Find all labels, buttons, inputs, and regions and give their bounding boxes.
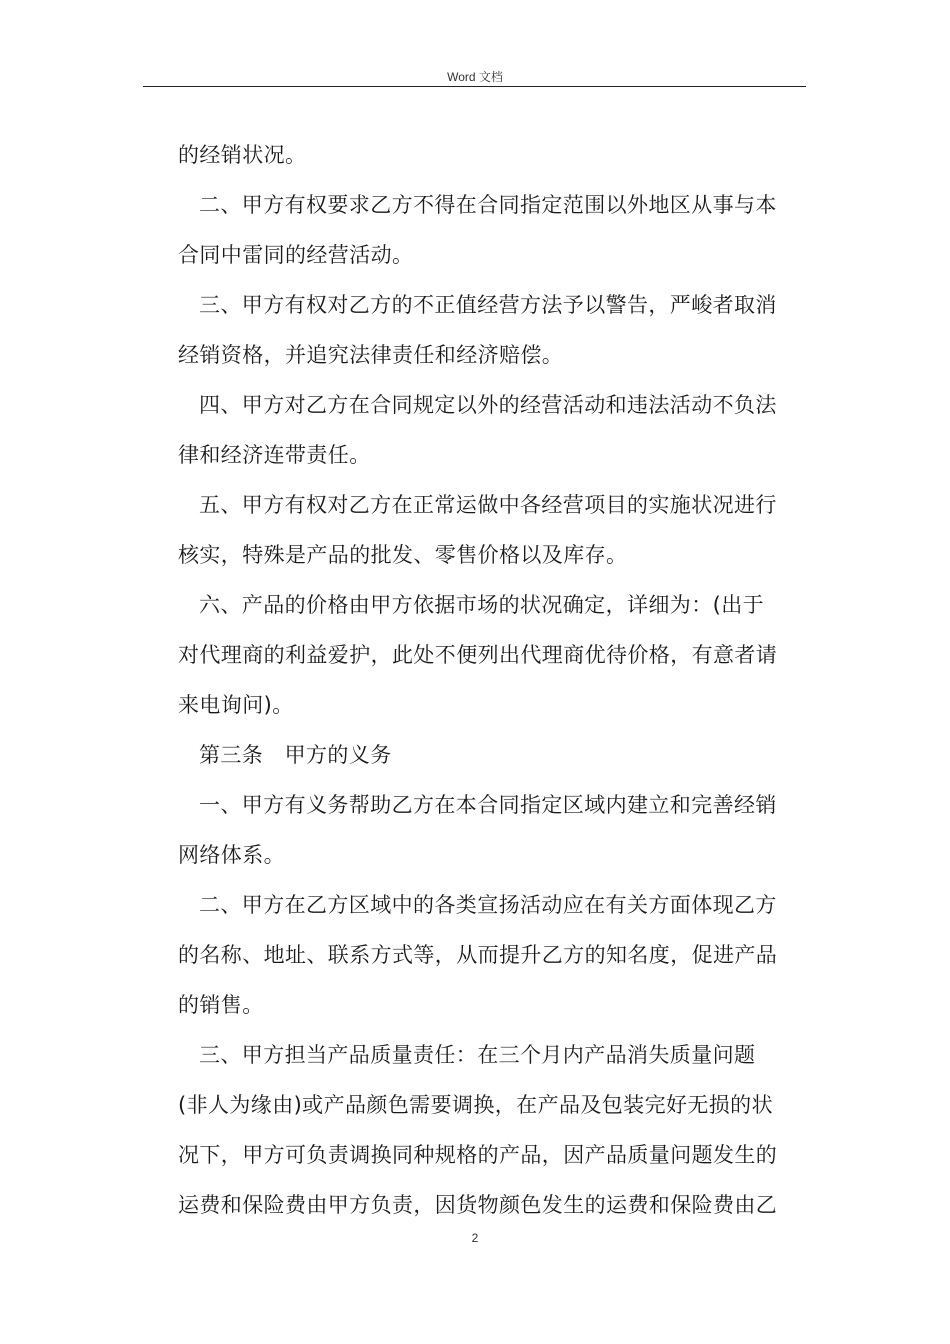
text-line: 五、甲方有权对乙方在正常运做中各经营项目的实施状况进行 (199, 493, 777, 517)
document-body (178, 130, 804, 1230)
text-line: 经销资格，并追究法律责任和经济赔偿。 (178, 343, 564, 367)
text-line: 二、甲方有权要求乙方不得在合同指定范围以外地区从事与本 (199, 193, 777, 217)
text-line: 四、甲方对乙方在合同规定以外的经营活动和违法活动不负法 (199, 393, 777, 417)
text-line: 运费和保险费由甲方负责，因货物颜色发生的运费和保险费由乙 (178, 1193, 778, 1217)
text-line: 律和经济连带责任。 (178, 443, 371, 467)
text-line: 三、甲方有权对乙方的不正值经营方法予以警告，严峻者取消 (199, 293, 777, 317)
text-line: 六、产品的价格由甲方依据市场的状况确定，详细为：(出于 (199, 593, 764, 617)
page-header-title: Word 文档 (447, 70, 503, 84)
text-line: 的销售。 (178, 993, 264, 1017)
text-line: 对代理商的利益爱护，此处不便列出代理商优待价格，有意者请 (178, 643, 778, 667)
page-number: 2 (471, 1231, 479, 1245)
text-line: 二、甲方在乙方区域中的各类宣扬活动应在有关方面体现乙方 (199, 893, 777, 917)
text-line: 况下，甲方可负责调换同种规格的产品，因产品质量问题发生的 (178, 1143, 778, 1167)
text-line: (非人为缘由)或产品颜色需要调换，在产品及包装完好无损的状 (178, 1093, 773, 1117)
text-line: 来电询问)。 (178, 693, 294, 717)
text-line: 三、甲方担当产品质量责任：在三个月内产品消失质量问题 (199, 1043, 756, 1067)
text-line: 核实，特殊是产品的批发、零售价格以及库存。 (178, 543, 628, 567)
text-line: 合同中雷同的经营活动。 (178, 243, 414, 267)
text-line: 的名称、地址、联系方式等，从而提升乙方的知名度，促进产品 (178, 943, 778, 967)
text-line: 的经销状况。 (178, 143, 307, 167)
text-line: 一、甲方有义务帮助乙方在本合同指定区域内建立和完善经销 (199, 793, 777, 817)
text-line: 网络体系。 (178, 843, 285, 867)
section-heading: 第三条 甲方的义务 (199, 743, 392, 767)
header-divider (143, 86, 806, 87)
